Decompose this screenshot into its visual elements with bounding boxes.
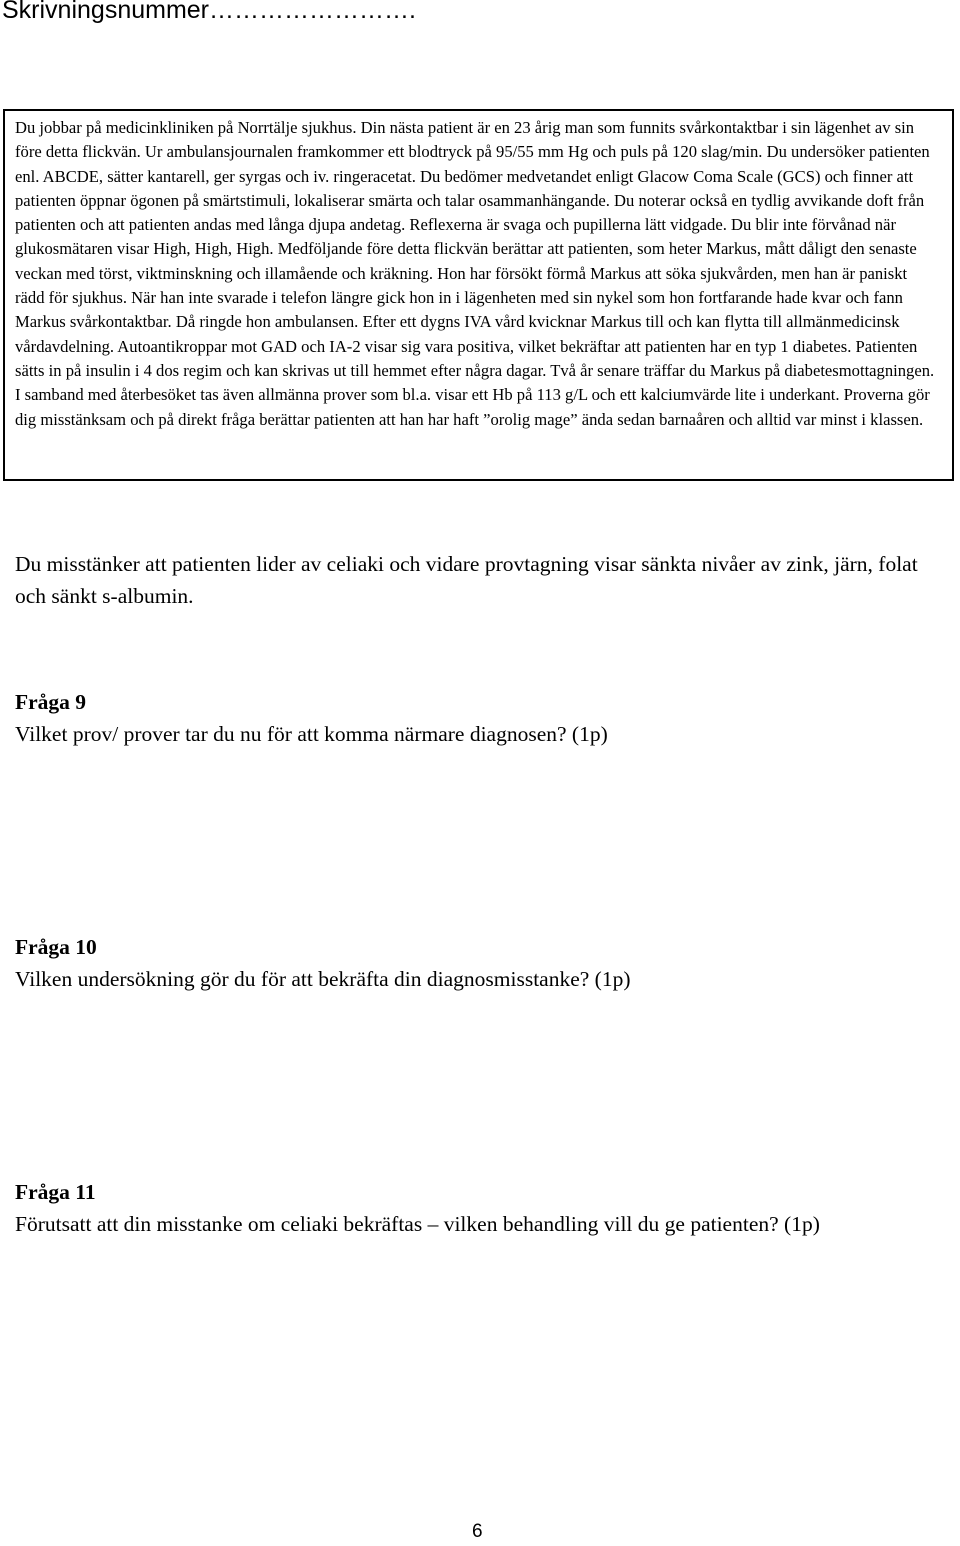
question-10-title: Fråga 10 — [15, 935, 97, 959]
question-11-text: Förutsatt att din misstanke om celiaki bekräftas – vilken behandling vill du ge patienten? (1p) — [15, 1212, 820, 1236]
case-description-box — [3, 109, 954, 481]
exam-number-field: Skrivningsnummer……………………. — [2, 0, 416, 24]
question-10 — [15, 931, 950, 995]
question-11 — [15, 1176, 950, 1240]
question-9-title: Fråga 9 — [15, 690, 87, 714]
case-description-text: Du jobbar på medicinkliniken på Norrtälje sjukhus. Din nästa patient är en 23 årig man som funnits svårkontaktbar i sin lägenhet av sin före detta flickvän. Ur ambulansjournalen framkommer ett blodtryck på 95/55 mm Hg och puls på 120 slag/min. Du undersöker patienten enl. ABCDE, sätter kantarell, ger syrgas och iv. ringeracetat. Du bedömer medvetandet enligt Glacow Coma Scale (GCS) och finner att patienten öppnar ögonen på smärtstimuli, lokaliserar smärta och talar osammanhängande. Du noterar också en tydlig avvikande doft från patienten och att patienten andas med långa djupa andetag. Reflexerna är svaga och pupillerna lätt vidgade. Du blir inte förvånad när glukosmätaren visar High, High, High. Medföljande före detta flickvän berättar att patienten, som heter Markus, mått dåligt den senaste veckan med törst, viktminskning och illamående och kräkning. Hon har försökt förmå Markus att söka sjukvården, men han är paniskt rädd för sjukhus. När han inte svarade i telefon längre gick hon in i lägenheten med sin nykel som hon fortfarande hade kvar och fann Markus svårkontaktbar. Då ringde hon ambulansen. Efter ett dygns IVA vård kvicknar Markus till och kan flytta till allmänmedicinsk vårdavdelning. Autoantikroppar mot GAD och IA-2 visar sig vara positiva, vilket bekräftar att patienten har en typ 1 diabetes. Patienten sätts in på insulin i 4 dos regim och kan skrivas ut till hemmet efter några dagar. Två år senare träffar du Markus på diabetesmottagningen. I samband med återbesöket tas även allmänna prover som bl.a. visar ett Hb på 113 g/L och ett kalciumvärde lite i underkant. Proverna gör dig misstänksam och på direkt fråga berättar patienten att han har haft ”orolig mage” ända sedan barnaåren och alltid var minst i klassen. — [15, 118, 935, 429]
suspicion-statement: Du misstänker att patienten lider av celiaki och vidare provtagning visar sänkta nivåer av zink, järn, folat och sänkt s-albumin. — [15, 552, 918, 608]
question-10-text: Vilken undersökning gör du för att bekräfta din diagnosmisstanke? (1p) — [15, 967, 631, 991]
page-number: 6 — [472, 1521, 483, 1542]
question-9-text: Vilket prov/ prover tar du nu för att komma närmare diagnosen? (1p) — [15, 722, 608, 746]
question-11-title: Fråga 11 — [15, 1180, 96, 1204]
question-9 — [15, 686, 950, 750]
